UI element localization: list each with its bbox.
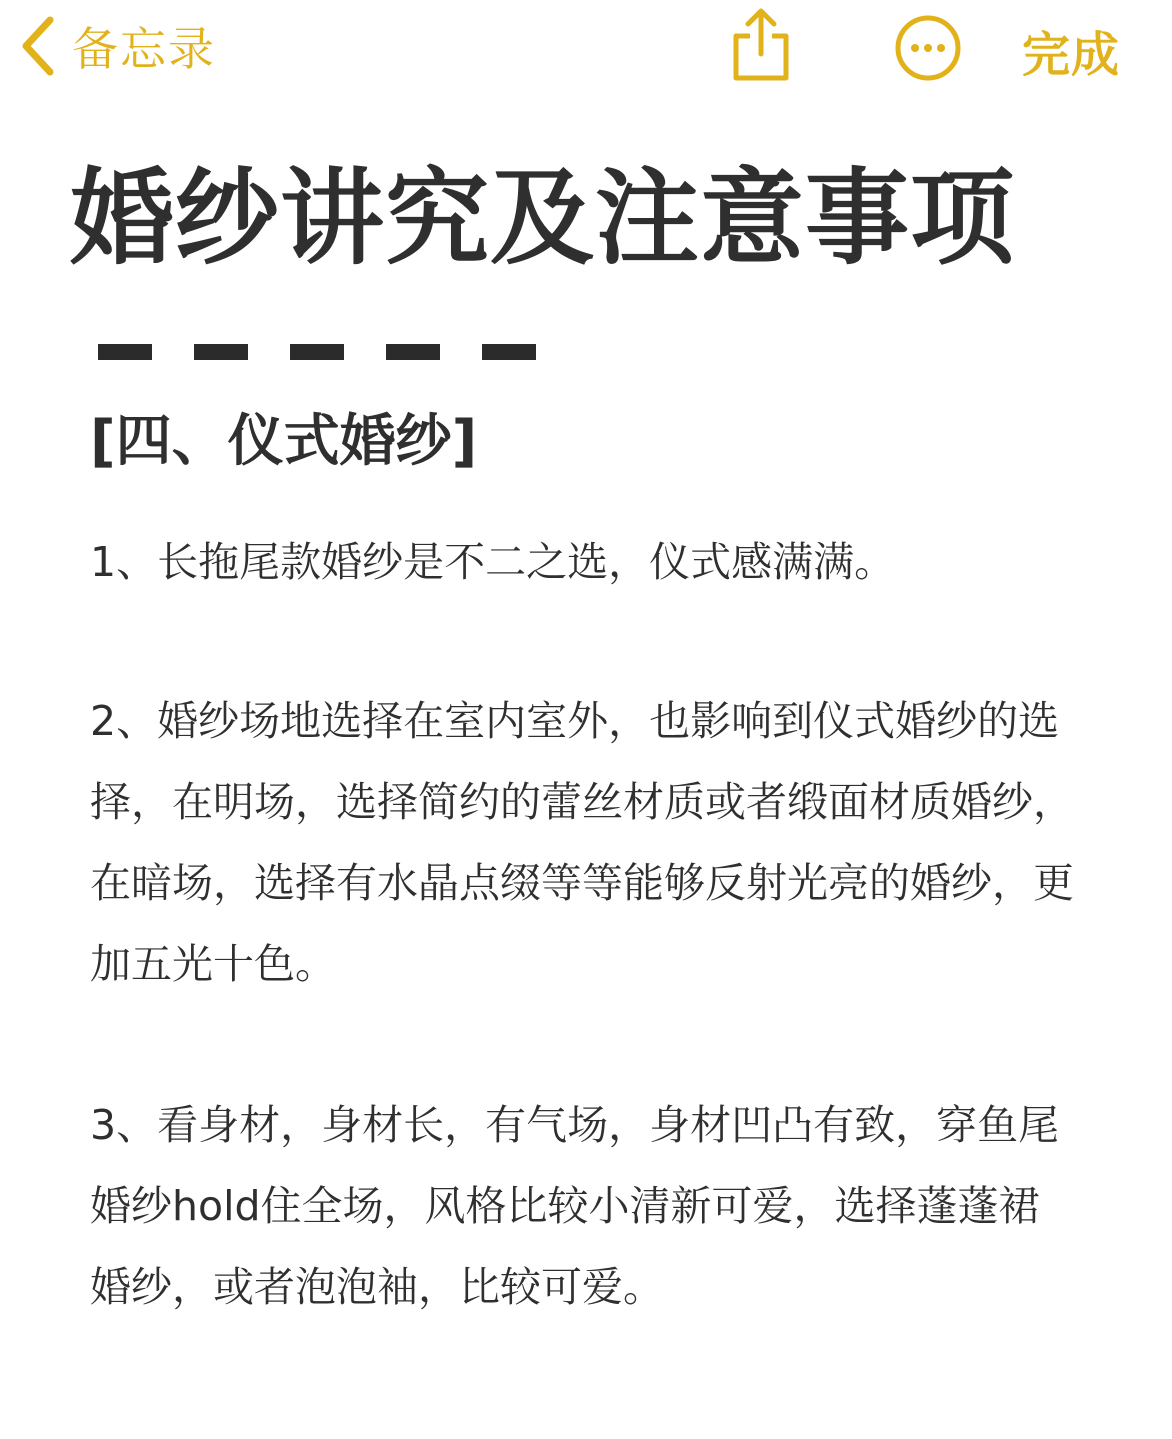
dash-divider <box>98 344 536 360</box>
dash <box>386 344 440 360</box>
chevron-left-icon <box>20 16 54 76</box>
section-heading: [四、仪式婚纱] <box>90 409 478 474</box>
back-button[interactable] <box>20 14 216 78</box>
done-button[interactable]: 完成 <box>1022 27 1121 83</box>
back-label: 备忘录 <box>72 22 216 76</box>
dash <box>194 344 248 360</box>
note-paragraph: 1、长拖尾款婚纱是不二之选，仪式感满满。 <box>90 538 896 586</box>
note-paragraph: 3、看身材，身材长，有气场，身材凹凸有致，穿鱼尾婚纱hold住全场，风格比较小清新可爱，选择蓬蓬裙婚纱，或者泡泡袖，比较可爱。 <box>90 1101 1060 1311</box>
note-paragraph: 2、婚纱场地选择在室内室外，也影响到仪式婚纱的选择，在明场，选择简约的蕾丝材质或者缎面材质婚纱，在暗场，选择有水晶点缀等等能够反射光亮的婚纱，更加五光十色。 <box>90 697 1074 988</box>
dash <box>482 344 536 360</box>
dash <box>290 344 344 360</box>
nav-bar <box>0 0 1172 100</box>
share-button[interactable] <box>728 6 794 82</box>
more-button[interactable] <box>894 14 962 82</box>
dash <box>98 344 152 360</box>
share-icon <box>728 6 794 82</box>
note-title: 婚纱讲究及注意事项 <box>70 157 1016 279</box>
more-icon <box>894 14 962 82</box>
